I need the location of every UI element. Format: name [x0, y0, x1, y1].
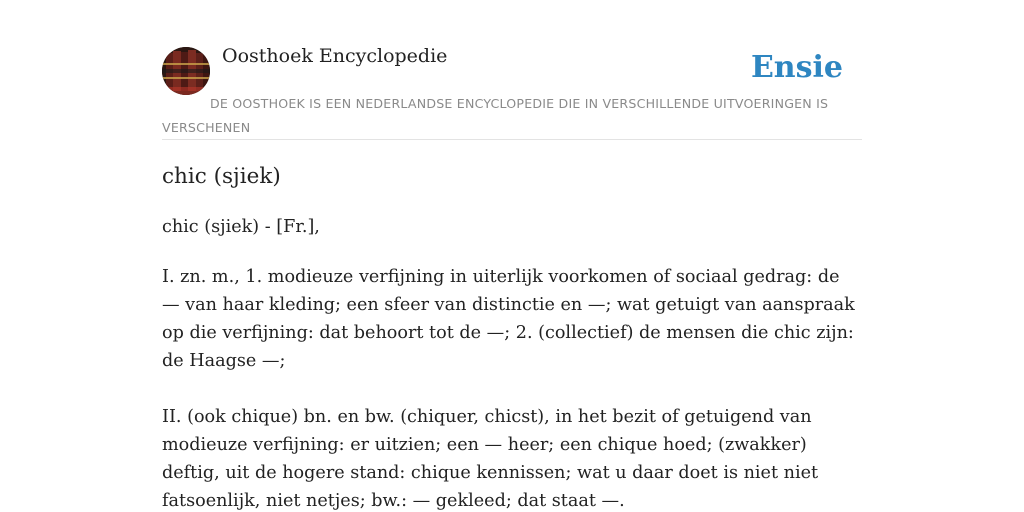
article-body: [162, 263, 862, 512]
article-lemma: chic (sjiek) - [Fr.],: [162, 217, 320, 237]
article-title: chic (sjiek): [162, 164, 281, 189]
site-tagline: DE OOSTHOEK IS EEN NEDERLANDSE ENCYCLOPEDIE DIE IN VERSCHILLENDE UITVOERINGEN IS VERSCHENEN: [162, 96, 829, 135]
content-column: [162, 0, 862, 511]
ensie-brand-logo[interactable]: Ensie: [750, 50, 843, 85]
definition-paragraph: I. zn. m., 1. modieuze verfijning in uiterlijk voorkomen of sociaal gedrag: de — van haar kleding; een sfeer van distinctie en —; wat getuigt van aanspraak op die verfijning: dat behoort tot de —; 2. (collectief) de mensen die chic zijn: de Haagse —;: [162, 267, 855, 371]
encyclopedia-books-logo[interactable]: [162, 47, 210, 95]
site-header: [162, 0, 862, 140]
site-title-link[interactable]: Oosthoek Encyclopedie: [222, 45, 448, 67]
definition-paragraph: II. (ook chique) bn. en bw. (chiquer, chicst), in het bezit of getuigend van modieuze verfijning: er uitzien; een — heer; een chique hoed; (zwakker) deftig, uit de hogere stand: chique kennissen; wat u daar doet is niet niet fatsoenlijk, niet netjes; bw.: — gekleed; dat staat —.: [162, 407, 819, 511]
